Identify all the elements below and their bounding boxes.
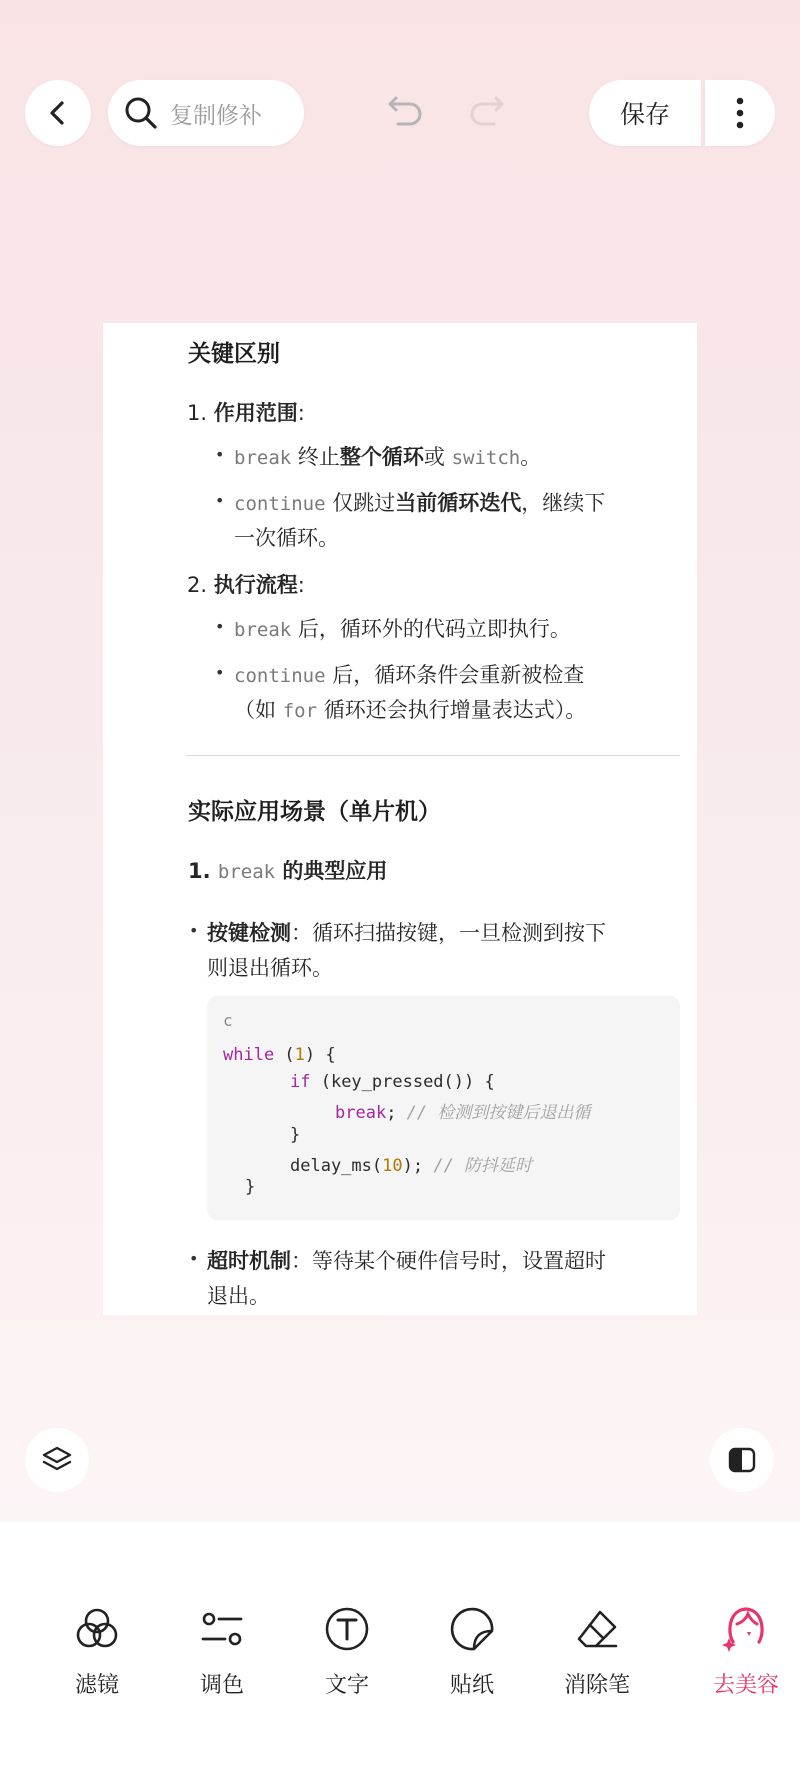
sticker-icon [447, 1604, 497, 1654]
code-line: } [245, 1177, 256, 1197]
tool-label: 文字 [324, 1673, 369, 1698]
subheading-break-usage: 1. break 的典型应用 [188, 859, 388, 883]
bullet-continue-scope-line2: 一次循环。 [234, 526, 339, 550]
tool-eraser[interactable] [542, 1602, 652, 1699]
bullet-continue-flow-line2: （如 for 循环还会执行增量表达式）。 [234, 698, 587, 722]
search-text: 复制修补 [170, 102, 262, 129]
tool-label: 滤镜 [74, 1673, 119, 1698]
adjust-icon [197, 1604, 247, 1654]
beauty-icon [721, 1602, 771, 1656]
bottom-toolbar [0, 1522, 800, 1769]
section-title-key-differences: 关键区别 [188, 341, 280, 367]
layers-icon [40, 1443, 74, 1477]
eraser-icon [572, 1604, 622, 1654]
bullet-timeout: 超时机制：等待某个硬件信号时，设置超时 [207, 1249, 606, 1273]
bullet-continue-flow: continue 后，循环条件会重新被检查 [234, 663, 585, 687]
list-item-1: 1. 作用范围: [187, 401, 305, 425]
code-line: delay_ms(10); // 防抖延时 [290, 1156, 533, 1176]
bullet-timeout-line2: 退出。 [207, 1284, 270, 1308]
redo-icon[interactable] [464, 88, 508, 132]
code-line: if (key_pressed()) { [290, 1072, 495, 1092]
divider [186, 755, 680, 756]
back-button[interactable] [25, 80, 91, 146]
code-block [207, 995, 680, 1221]
tool-label: 调色 [199, 1673, 244, 1698]
more-button[interactable] [705, 80, 775, 146]
tool-label: 贴纸 [449, 1673, 494, 1698]
bullet-break-scope: break 终止整个循环或 switch。 [234, 445, 542, 469]
layers-button[interactable] [25, 1428, 89, 1492]
tool-label: 消除笔 [563, 1673, 630, 1698]
tool-adjust[interactable] [167, 1602, 277, 1699]
code-line: break; // 检测到按键后退出循 [335, 1103, 591, 1123]
text-icon [322, 1604, 372, 1654]
bullet-dot: • [215, 445, 225, 464]
bullet-dot: • [215, 491, 225, 510]
bullet-dot: • [189, 921, 199, 940]
list-item-2: 2. 执行流程: [187, 573, 305, 597]
bullet-dot: • [215, 663, 225, 682]
bullet-key-detection-line2: 则退出循环。 [207, 956, 333, 980]
document-image[interactable] [103, 323, 697, 1315]
undo-icon[interactable] [384, 88, 428, 132]
code-language-label: c [223, 1011, 233, 1030]
tool-beauty[interactable] [692, 1602, 800, 1699]
bullet-dot: • [215, 617, 225, 636]
tool-filter[interactable] [42, 1602, 152, 1699]
bullet-key-detection: 按键检测：循环扫描按键，一旦检测到按下 [207, 921, 606, 945]
bullet-dot: • [189, 1249, 199, 1268]
code-line: } [290, 1125, 301, 1145]
more-vertical-icon [735, 96, 745, 130]
tool-sticker[interactable] [417, 1602, 527, 1699]
filter-icon [72, 1604, 122, 1654]
search-icon [122, 94, 160, 132]
compare-icon [727, 1445, 757, 1475]
code-line: while (1) { [223, 1045, 336, 1065]
search-pill[interactable] [108, 80, 304, 146]
section-title-applications: 实际应用场景（单片机） [188, 799, 441, 825]
chevron-left-icon [43, 98, 73, 128]
save-button[interactable]: 保存 [589, 80, 701, 146]
bullet-continue-scope: continue 仅跳过当前循环迭代，继续下 [234, 491, 606, 515]
bullet-break-flow: break 后，循环外的代码立即执行。 [234, 617, 571, 641]
tool-text[interactable] [292, 1602, 402, 1699]
tool-label: 去美容 [712, 1673, 779, 1698]
compare-button[interactable] [710, 1428, 774, 1492]
